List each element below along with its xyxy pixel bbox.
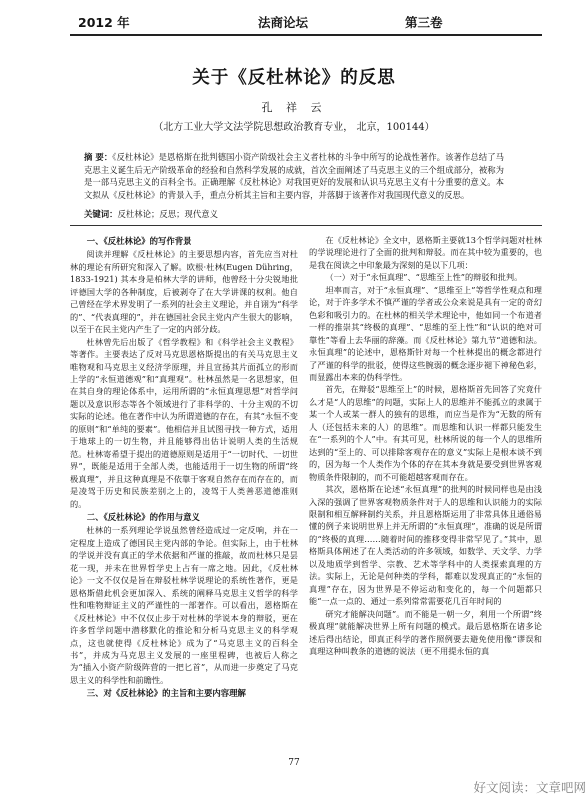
header-year: 2012 年 (78, 15, 130, 30)
left-column (70, 234, 298, 701)
author-name: 孔 祥 云 (261, 101, 327, 114)
keywords-label: 关键词： (84, 209, 118, 219)
abstract-text: 《反杜林论》是恩格斯在批判德国小资产阶级社会主义者杜林的斗争中所写的论战性著作。该著作总结了马克思主义诞生后无产阶级革命的经验和自然科学发展的成就，首次全面阐述了马克思主义的三个组成部分，被称为是一部马克思主义的百科全书。正确理解《反杜林论》对我国更好的发展和认识马克思主义有十分重要的意义。本文拟从《反杜林论》的背景入手，重点分析其主旨和主要内容，并落脚于该著作对我国现代意义的反思。 (84, 152, 504, 200)
keywords-text: 反杜林论；反思；现代意义 (117, 209, 218, 219)
paragraph: 杜林的一系列理论学说虽然曾经造成过一定反响，并在一定程度上造成了德国民主党内部的争论。但实际上，由于杜林的学说并没有真正的学术依据和严谨的推敲，故而杜林只是昙花一现，并未在世界哲学史上占有一席之地。因此，《反杜林论》一文不仅仅是旨在辩驳杜林学说理论的系统性著作，更是恩格斯借此机会更加深入、系统的阐释马克思主义哲学的科学性和唯物辩证主义的严谨性的一部著作。可以看出，恩格斯在《反杜林论》中不仅仅止步于对杜林的学说本身的辩驳，更在许多哲学问题中潜移默化的推论和分析马克思主义的科学观点，这也就使得《反杜林论》成为了“马克思主义的百科全书”，并成为马克思主义发展的一座里程碑，也被后人称之为“插入小资产阶级阵营的一把匕首”，从而进一步奠定了马克思主义的科学性和前瞻性。 (70, 525, 298, 685)
abstract-rule (70, 225, 542, 226)
section-heading-1: 一、《反杜林论》的写作背景 (86, 236, 192, 246)
paragraph: 坦率而言，对于“永恒真理”、“思维至上”等哲学性观点和理论，对于许多学术不慎严谨的学者或公众来说是具有一定的奇幻色彩和吸引力的。在杜林的相关学术理论中，他如同一个布道者一样的推崇其“终极的真理”、“思维的至上性”和“认识的绝对可靠性”等看上去华丽的辞藻。而《反杜林论》第九节“道德和法。永恒真理”的论述中，恩格斯针对每一个杜林提出的概念都进行了严谨的科学的批驳，使得这些腕弱的概念逐步褪下神秘色彩，而显露出本来的伪科学性。 (309, 284, 542, 382)
abstract (84, 151, 504, 201)
section-heading-3: 三、对《反杜林论》的主旨和主要内容理解 (86, 688, 246, 699)
right-column (309, 234, 542, 657)
paragraph: 杜林曾先后出版了《哲学教程》和《科学社会主义教程》等著作。主要表达了反对马克思恩格斯提出的有关马克思主义唯物观和马克思主义经济学原理，并且宣扬其片面孤立的形而上学的“永恒道德观”和“真理观”。杜林虽然是一名思想家，但在其自身的理论体系中，运用所谓的“永恒真理思想”对哲学问题以及意识形态等各个领域进行了非科学的、十分主观的不切实际的论述。他在著作中认为所谓道德的存在，有其“永恒不变的原则”和“单纯的要素”。他相信并且试图寻找一种方式，适用于地球上的一切生物，并且能够得出估计说明人类的生活规范。杜林寄希望于提出的道德原则是适用于“一切时代、一切世界”，既能是适用于全部人类，也能适用于一切生物的所谓“终极真理”，并且这种真理是不依靠于客观自然存在而存在的，而是凌驾于历史和民族差别之上的，凌驾于人类善恶道德准则的。 (70, 336, 298, 509)
paragraph: 研究才能解决问题”。而不能是一朝一夕，利用一个所谓“终极真理”就能解决世界上所有问题的模式。最后恩格斯在诸多论述后得出结论，即真正科学的著作照例要去避免使用像“谬误和真理这种叫教条的道德的说法（更不用提永恒的真 (309, 608, 542, 656)
author-affiliation: （北方工业大学文法学院思想政治教育专业， 北京，100144） (153, 122, 435, 133)
header-journal: 法商论坛 (258, 15, 309, 30)
page-number: 77 (288, 758, 300, 768)
running-header (70, 13, 540, 33)
paragraph: 其次，恩格斯在论述“永恒真理”的批判的时候同样也是由浅入深的强调了世界客观物质条件对于人的思维和认识能力的实际限制和相互解释制约关系，并且恩格斯运用了非常具体且通俗易懂的例子来说明世界上并无所谓的“永恒真理”，准确的说是所谓的“终极的真理……随着时间的推移变得非常罕见了。”其中，恩格斯具体阐述了在人类活动的许多领域，如数学、天文学、力学以及地质学到哲学、宗教、艺术等学科中的人类探索真理的方法。实际上，无论是何种类的学科，都难以发现真正的“永恒的真理”存在，因为世界是不停运动和变化的，每一个问题都只能“一点一点的、通过一系列常常需要花几百年时间的 (309, 484, 542, 607)
header-volume: 第三卷 (405, 15, 443, 30)
abstract-label: 摘 要： (84, 152, 113, 162)
article-title: 关于《反杜林论》的反思 (192, 68, 396, 88)
keywords (84, 208, 504, 220)
section-heading-2: 二、《反杜林论》的作用与意义 (86, 511, 200, 522)
paragraph: 阅读并理解《反杜林论》的主要思想内容，首先应当对杜林的理论有所研究和深入了解。欧根·杜林(Eugen Dühring，1833-1921) 其本身是柏林大学的讲师，他曾经十分尖锐地批评德国大学的各种制度，后被剥夺了在大学讲课的权利。他自己曾经在学术界发明了一系列的社会主义理论，并自诩为“科学的”、“代表真理的”，并在德国社会民主党内产生很大的影响，以至于在民主党内产生了一定的内部分歧。 (70, 249, 298, 335)
header-rule (70, 34, 542, 36)
paragraph: 在《反杜林论》全文中，恩格斯主要就13个哲学问题对杜林的学说理论进行了全面的批判和辩驳。而在其中较为重要的，也是我在阅读之中印象最为深刻的是以下几项： (309, 235, 542, 270)
paragraph: 首先，在辩驳“思维至上”的时候，恩格斯首先回答了究竟什么才是“人的思维”的问题，实际上人的思维并不能孤立的隶属于某一个人或某一群人的独有的思维，而应当是作为“无数的所有人（还包括未来的人）的思维”。而思维和认识一样都只能发生在“一系列的个人”中。有其可见，杜林所说的每一个人的思维所达到的“至上的、可以排除客观存在的意义”实际上是根本谈不到的，因为每一个人类作为个体的存在其本身就是要受到世界客观物质条件限制的，而不可能超越客观而存在。 (309, 384, 542, 482)
watermark: 好文阅读：文章吧网 (473, 780, 586, 795)
subsection-heading: （一）对于“永恒真理”、“思维至上性”的辩驳和批判。 (325, 272, 523, 283)
